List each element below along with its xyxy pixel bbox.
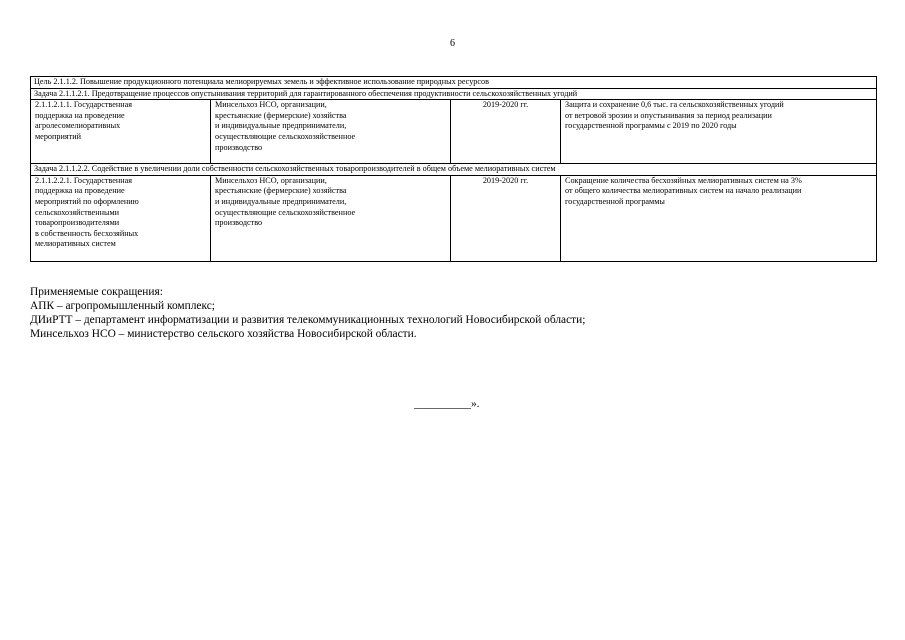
cell-line: 2.1.1.2.1.1. Государственная — [35, 100, 133, 110]
executors-cell — [211, 100, 451, 164]
cell-line: Минсельхоз НСО, организации, — [215, 100, 327, 110]
result-cell — [561, 175, 877, 261]
task-title-cell: Задача 2.1.1.2.1. Предотвращение процессов опустынивания территорий для гарантированного обеспечения продуктивности сельскохозяйственных угодий — [31, 88, 877, 100]
abbreviation-item: АПК – агропромышленный комплекс; — [30, 300, 215, 312]
cell-line: от ветровой эрозии и опустынивания за период реализации — [565, 110, 772, 120]
measure-cell — [31, 100, 211, 164]
cell-line: Защита и сохранение 0,6 тыс. га сельскохозяйственных угодий — [565, 100, 784, 110]
cell-line: Сокращение количества бесхозяйных мелиоративных систем на 3% — [565, 175, 802, 185]
cell-line: мероприятий — [35, 131, 81, 141]
goal-cell: Цель 2.1.1.2. Повышение продукционного потенциала мелиорируемых земель и эффективное использование природных ресурсов — [31, 77, 877, 89]
cell-line: Минсельхоз НСО, организации, — [215, 175, 327, 185]
cell-line: в собственность бесхозяйных — [35, 228, 139, 238]
cell-line: 2.1.1.2.2.1. Государственная — [35, 175, 133, 185]
cell-line: поддержка на проведение — [35, 110, 125, 120]
abbreviations-section — [30, 285, 880, 341]
cell-line: товаропроизводителями — [35, 218, 120, 228]
task-row — [31, 88, 877, 100]
task-title-cell: Задача 2.1.1.2.2. Содействие в увеличении доли собственности сельскохозяйственных товаропроизводителей в общем объеме мелиоративных систем — [31, 164, 877, 176]
goal-row — [31, 77, 877, 89]
cell-line: и индивидуальные предприниматели, — [215, 121, 347, 131]
closing-mark: __________». — [414, 398, 480, 410]
cell-line: осуществляющие сельскохозяйственное — [215, 131, 356, 141]
cell-line: поддержка на проведение — [35, 186, 125, 196]
cell-line: крестьянские (фермерские) хозяйства — [215, 186, 347, 196]
cell-line: агролесомелиоративных — [35, 121, 121, 131]
measure-row — [31, 100, 877, 164]
measure-cell — [31, 175, 211, 261]
abbreviations-heading: Применяемые сокращения: — [30, 286, 163, 298]
cell-line: и индивидуальные предприниматели, — [215, 196, 347, 206]
period-cell: 2019-2020 гг. — [451, 100, 561, 164]
program-measures-table — [30, 76, 877, 262]
cell-line: осуществляющие сельскохозяйственное — [215, 207, 356, 217]
measure-row — [31, 175, 877, 261]
cell-line: крестьянские (фермерские) хозяйства — [215, 110, 347, 120]
task-row — [31, 164, 877, 176]
cell-line: государственной программы с 2019 по 2020 годы — [565, 121, 737, 131]
page-number: 6 — [450, 38, 455, 49]
cell-line: мероприятий по оформлению — [35, 196, 139, 206]
period-cell: 2019-2020 гг. — [451, 175, 561, 261]
cell-line: от общего количества мелиоративных систем на начало реализации — [565, 186, 802, 196]
abbreviation-item: ДИиРТТ – департамент информатизации и развития телекоммуникационных технологий Новосибирской области; — [30, 314, 586, 326]
cell-line: сельскохозяйственными — [35, 207, 120, 217]
cell-line: мелиоративных систем — [35, 239, 116, 249]
executors-cell — [211, 175, 451, 261]
cell-line: производство — [215, 142, 263, 152]
cell-line: производство — [215, 218, 263, 228]
abbreviation-item: Минсельхоз НСО – министерство сельского хозяйства Новосибирской области. — [30, 328, 417, 340]
result-cell — [561, 100, 877, 164]
cell-line: государственной программы — [565, 196, 665, 206]
